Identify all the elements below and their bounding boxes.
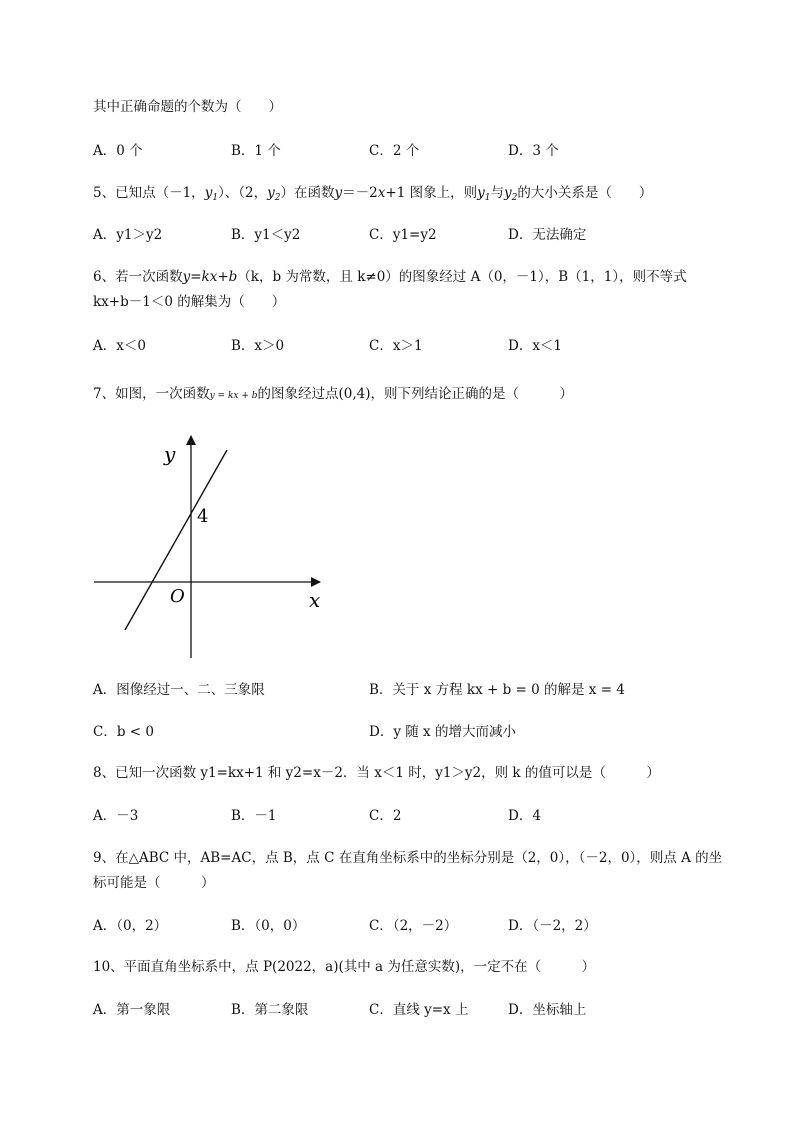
q6-option-d: D．x＜1 [508,338,563,354]
question-6-stem-line1: 6、若一次函数y=kx+b（k，b 为常数，且 k≠0）的图象经过 A（0，－1），B（1，1），则不等式 [93,269,687,285]
q5-option-d: D．无法确定 [508,227,587,243]
q10-option-c: C．直线 y=x 上 [369,1002,469,1018]
q6-option-b: B．x＞0 [231,338,285,354]
q5-y1: y [204,185,213,201]
option-c: C．2 个 [369,143,420,159]
q5-y1b: y [477,185,485,201]
q10-option-a: A．第一象限 [93,1002,171,1018]
q7-option-d: D．y 随 x 的增大而减小 [369,724,516,740]
x-axis-label: x [309,588,321,612]
question-9-stem-line2: 标可能是（ ） [93,875,215,891]
q5-text-a: 5、已知点（－1， [93,185,205,201]
q8-option-a: A．－3 [93,808,139,824]
q7-option-a: A．图像经过一、二、三象限 [93,682,265,698]
q10-option-d: D．坐标轴上 [508,1002,587,1018]
linear-function-graph [90,430,330,665]
question-9-stem-line1: 9、在△ABC 中，AB=AC，点 B，点 C 在直角坐标系中的坐标分别是（2，0），（－2，0），则点 A 的坐 [93,850,723,866]
question-stem-prev: 其中正确命题的个数为（ ） [93,99,282,115]
q5-text-e: +1 图象上，则 [385,185,478,201]
q5-text-c: ）在函数 [280,185,335,201]
q6-text-b: （k，b 为常数，且 k≠0）的图象经过 A（0，－1），B（1，1），则不等式 [237,269,687,285]
q5-y2b: y [503,185,512,201]
q5-func: y [334,185,343,201]
q7-formula: y = kx + b [209,391,258,401]
question-7-stem [93,385,573,405]
y-intercept-label: 4 [197,506,209,527]
q8-option-c: C．2 [369,808,402,824]
q7-text-b: 的图象经过点(0,4)，则下列结论正确的是（ ） [257,386,574,402]
option-a: A．0 个 [93,143,143,159]
q9-option-c: C．（2，－2） [369,918,458,934]
q6-text-a: 6、若一次函数 [93,269,183,285]
origin-label: O [170,586,185,607]
q6-option-c: C．x＞1 [369,338,423,354]
q5-option-b: B．y1＜y2 [231,227,301,243]
question-10-stem: 10、平面直角坐标系中，点 P(2022，a)(其中 a 为任意实数)，一定不在（ ） [93,959,596,975]
q7-text-a: 7、如图，一次函数 [93,386,210,402]
q5-text-b: ）、（2， [218,185,268,201]
q9-option-d: D．（－2，2） [508,918,597,934]
q5-text-g: 的大小关系是（ ） [517,185,653,201]
q8-option-b: B．－1 [231,808,277,824]
y-axis-label: y [164,442,176,466]
q5-text-f: 与 [490,185,504,201]
q5-text-d: ＝－2 [342,185,378,201]
q8-option-d: D．4 [508,808,541,824]
option-b: B．1 个 [231,143,281,159]
q5-option-a: A．y1＞y2 [93,227,163,243]
q9-option-b: B．（0，0） [231,918,306,934]
q7-option-c: C．b < 0 [93,724,154,740]
q5-y2: y [267,185,275,201]
question-6-stem-line2: kx+b－1＜0 的解集为（ ） [93,294,286,310]
q5-x: x [377,185,386,201]
option-d: D．3 个 [508,143,559,159]
q10-option-b: B．第二象限 [231,1002,309,1018]
question-5-stem: 5、已知点（－1，$y_1$）、（2，$y_2$）在函数y＝－2x+1 图象上，则$y_1$与$y_2$的大小关系是（ ） [93,185,653,203]
question-8-stem: 8、已知一次函数 y1=kx+1 和 y2=x－2．当 x＜1 时，y1＞y2，则 k 的值可以是（ ） [93,765,660,781]
q5-option-c: C．y1=y2 [369,227,437,243]
q6-option-a: A．x＜0 [93,338,146,354]
q9-option-a: A．（0，2） [93,918,168,934]
q7-option-b: B．关于 x 方程 kx + b = 0 的解是 x = 4 [369,682,625,698]
